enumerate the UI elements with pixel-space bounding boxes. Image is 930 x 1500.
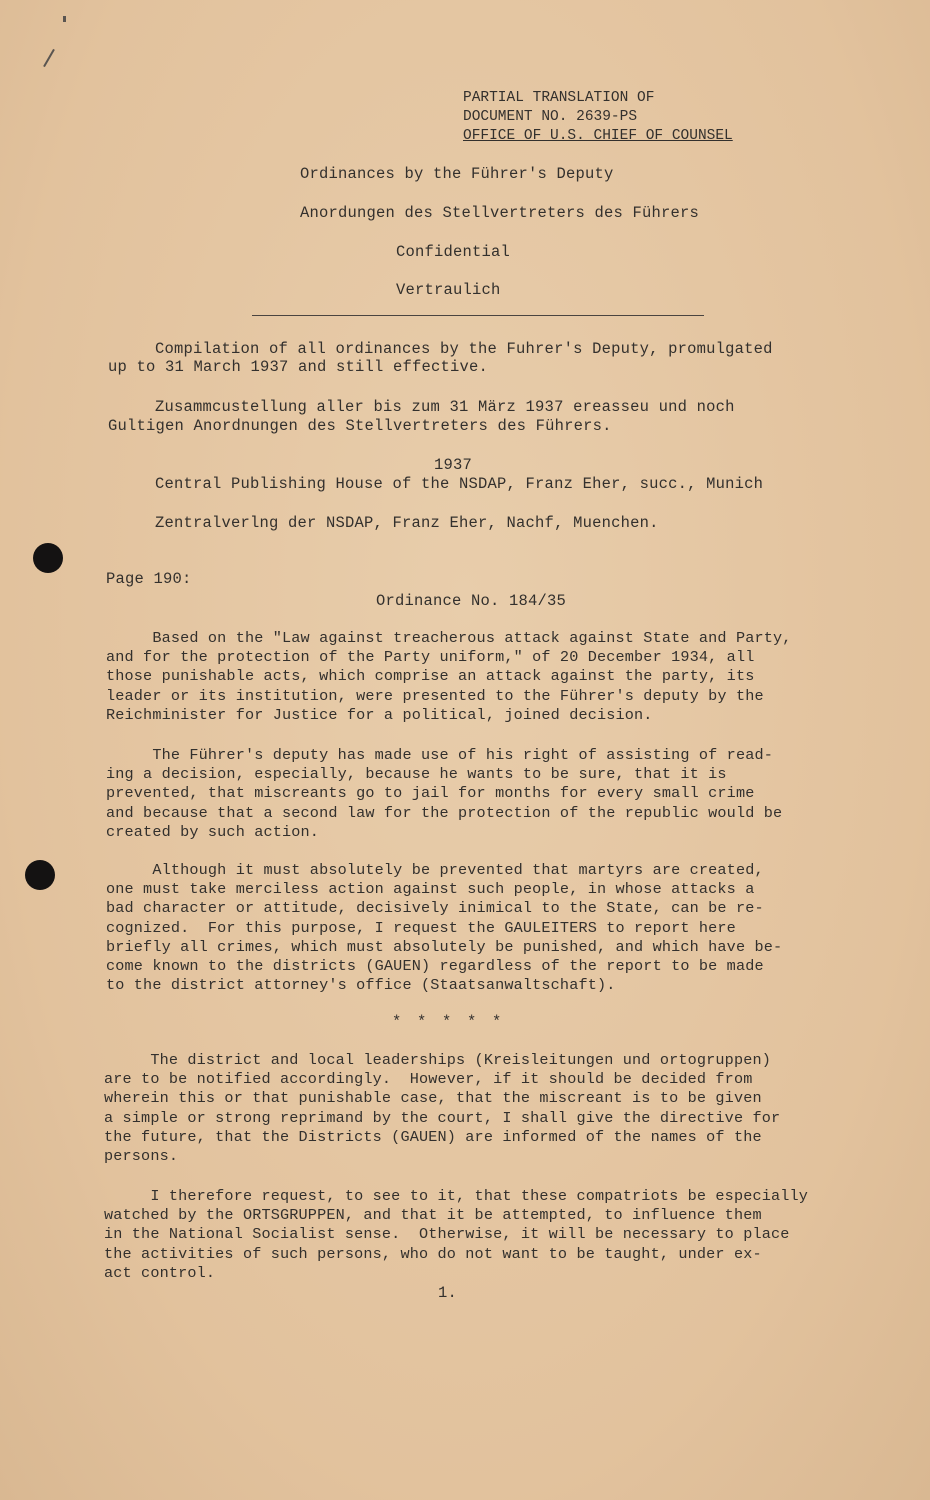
margin-mark bbox=[43, 49, 55, 67]
divider-rule bbox=[252, 315, 704, 316]
publisher-english: Central Publishing House of the NSDAP, Franz Eher, succ., Munich bbox=[155, 475, 764, 493]
header-line-2: DOCUMENT NO. 2639-PS bbox=[463, 109, 638, 125]
confidential-german: Vertraulich bbox=[396, 281, 501, 299]
margin-mark bbox=[63, 16, 66, 22]
header-line-3: OFFICE OF U.S. CHIEF OF COUNSEL bbox=[463, 128, 733, 144]
title-english: Ordinances by the Führer's Deputy bbox=[300, 165, 614, 183]
ordinance-title: Ordinance No. 184/35 bbox=[376, 592, 567, 610]
publisher-german: Zentralverlng der NSDAP, Franz Eher, Nachf, Muenchen. bbox=[155, 514, 659, 532]
paragraph-3: Although it must absolutely be prevented that martyrs are created, one must take merciless action against such people, in whose attacks a bad character or attitude, decisively inimical to the State, can be re- cognized. For this purpose, I request the GAULEITERS to report here briefly all crimes, which must absolutely be punished, and which have be- come known to the districts (GAUEN) regardless of the report to be made to the district attorney's office (Staatsanwaltschaft). bbox=[106, 861, 783, 995]
confidential-english: Confidential bbox=[396, 243, 511, 261]
paragraph-4: The district and local leaderships (Kreisleitungen und ortogruppen) are to be notified accordingly. However, if it should be decided from wherein this or that punishable case, that the miscreant is to be given a simple or strong reprimand by the court, I shall give the directive for the future, that the Districts (GAUEN) are informed of the names of the persons. bbox=[104, 1051, 781, 1166]
page-label: Page 190: bbox=[106, 570, 192, 588]
page-number: 1. bbox=[438, 1284, 458, 1302]
compilation-de-line1: Zusammcustellung aller bis zum 31 März 1937 ereasseu und noch bbox=[155, 398, 735, 416]
section-separator-stars: * * * * * bbox=[392, 1013, 502, 1031]
document-header bbox=[463, 89, 733, 146]
punch-hole-top bbox=[33, 543, 63, 573]
punch-hole-bottom bbox=[25, 860, 55, 890]
publication-year: 1937 bbox=[434, 456, 473, 474]
compilation-de-line2: Gultigen Anordnungen des Stellvertreters des Führers. bbox=[108, 417, 612, 435]
title-german: Anordungen des Stellvertreters des Führers bbox=[300, 204, 700, 222]
compilation-en-line1: Compilation of all ordinances by the Fuhrer's Deputy, promulgated bbox=[155, 340, 773, 358]
paragraph-2: The Führer's deputy has made use of his right of assisting of read- ing a decision, especially, because he wants to be sure, that it is prevented, that miscreants go to jail for months for every small crime and because that a second law for the protection of the republic would be created by such action. bbox=[106, 746, 783, 841]
paragraph-5: I therefore request, to see to it, that these compatriots be especially watched by the ORTSGRUPPEN, and that it be attempted, to influence them in the National Socialist sense. Otherwise, it will be necessary to place the activities of such persons, who do not want to be taught, under ex- act control. bbox=[104, 1187, 809, 1282]
header-line-1: PARTIAL TRANSLATION OF bbox=[463, 90, 655, 106]
paragraph-1: Based on the "Law against treacherous attack against State and Party, and for the protection of the Party uniform," of 20 December 1934, all those punishable acts, which comprise an attack against the party, its leader or its institution, were presented to the Führer's deputy by the Reichminister for Justice for a political, joined decision. bbox=[106, 629, 792, 724]
compilation-en-line2: up to 31 March 1937 and still effective. bbox=[108, 358, 489, 376]
